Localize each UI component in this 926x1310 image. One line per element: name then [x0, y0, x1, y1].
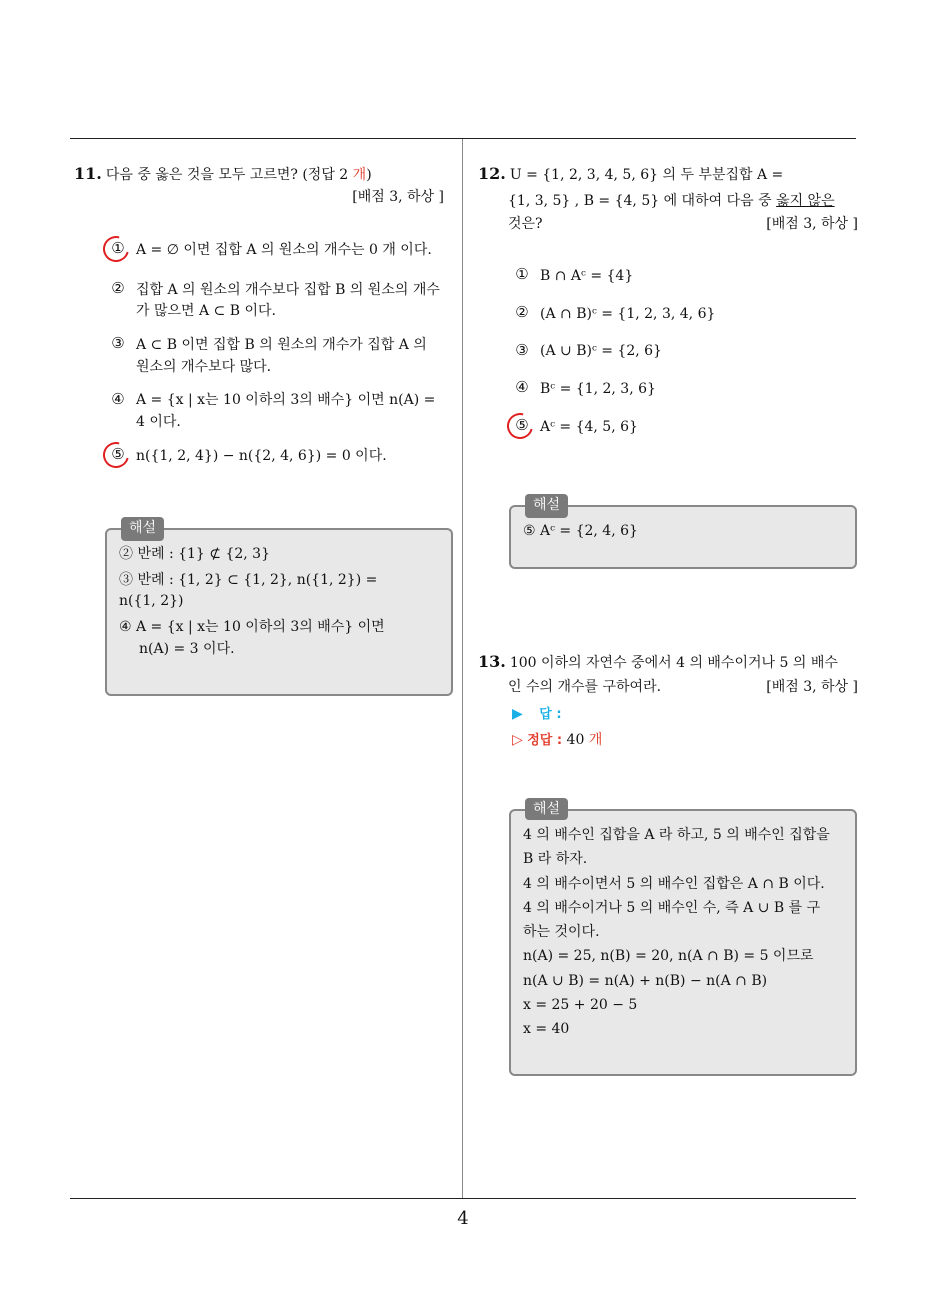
- explanation-box-11: [105, 520, 453, 696]
- explanation-tag: 해설: [525, 798, 568, 820]
- explanation-line: ④ A = {x | x는 10 이하의 3의 배수} 이면: [119, 619, 385, 636]
- explanation-tag: 해설: [121, 517, 164, 541]
- option-4: ④ Bᶜ = {1, 2, 3, 6}: [515, 378, 656, 398]
- option-label: ⑤: [111, 445, 125, 464]
- option-2: ② (A ∩ B)ᶜ = {1, 2, 3, 4, 6}: [515, 303, 716, 322]
- option-5: ⑤ Aᶜ = {4, 5, 6}: [512, 417, 852, 439]
- explanation-line: n(A) = 25, n(B) = 20, n(A ∩ B) = 5 이므로: [523, 948, 814, 965]
- correct-answer-line: [478, 730, 858, 752]
- column-divider: [462, 139, 463, 1199]
- selected-mark-icon: [98, 231, 134, 267]
- option-text: 집합 A 의 원소의 개수보다 집합 B 의 원소의 개수가 많으면 A ⊂ B 이다.: [136, 281, 440, 320]
- explanation-line: B 라 하자.: [523, 851, 588, 868]
- explanation-tag: 해설: [525, 494, 568, 518]
- question-11-stem: 11. 다음 중 옳은 것을 모두 고르면? (정답 2 개): [74, 164, 372, 183]
- explanation-line: n(A ∪ B) = n(A) + n(B) − n(A ∩ B): [523, 972, 768, 989]
- question-meta: [배점 3, 하상 ]: [352, 188, 444, 205]
- option-3: [108, 335, 444, 378]
- explanation-line: n(A) = 3 이다.: [139, 640, 235, 657]
- explanation-line: n({1, 2}): [119, 593, 184, 610]
- question-11-options: [108, 240, 444, 480]
- option-label: ②: [111, 279, 125, 298]
- bottom-rule: [70, 1198, 856, 1199]
- question-meta: [배점 3, 하상 ]: [766, 216, 858, 233]
- option-3: ③ (A ∪ B)ᶜ = {2, 6}: [515, 340, 662, 360]
- option-label: ③: [111, 334, 125, 353]
- question-number: 13.: [478, 652, 506, 671]
- question-12-options: [512, 266, 852, 450]
- explanation-line: x = 25 + 20 − 5: [523, 997, 638, 1014]
- option-text: n({1, 2, 4}) − n({2, 4, 6}) = 0 이다.: [136, 447, 387, 464]
- explanation-line: 4 의 배수이거나 5 의 배수인 수, 즉 A ∪ B 를 구: [523, 899, 821, 916]
- top-rule: [70, 138, 856, 139]
- explanation-line: ② 반례 : {1} ⊄ {2, 3}: [119, 546, 270, 562]
- emphasis-text: 옳지 않은: [776, 192, 835, 209]
- selected-mark-icon: [98, 437, 134, 473]
- explanation-line: 하는 것이다.: [523, 924, 600, 941]
- selected-mark-icon: [502, 408, 538, 444]
- explanation-line: x = 40: [523, 1021, 570, 1038]
- answer-arrow-icon: ▶: [512, 706, 523, 723]
- correct-unit: 개: [588, 732, 603, 749]
- option-4: [108, 390, 444, 433]
- correct-label: 정답 :: [527, 733, 563, 749]
- question-11: [74, 162, 444, 208]
- option-2: [108, 280, 444, 323]
- option-5: [108, 446, 444, 468]
- option-label: ④: [111, 389, 125, 408]
- option-label: ①: [111, 239, 125, 258]
- explanation-line: 4 의 배수이면서 5 의 배수인 집합은 A ∩ B 이다.: [523, 875, 825, 892]
- option-1: ① B ∩ Aᶜ = {4}: [515, 265, 634, 284]
- question-12-stem: 12. U = {1, 2, 3, 4, 5, 6} 의 두 부분집합 A =: [478, 164, 784, 183]
- question-13-stem: 13. 100 이하의 자연수 중에서 4 의 배수이거나 5 의 배수: [478, 652, 838, 671]
- explanation-line: 4 의 배수인 집합을 A 라 하고, 5 의 배수인 집합을: [523, 827, 830, 843]
- question-number: 11.: [74, 164, 102, 183]
- answer-line: [478, 704, 858, 726]
- explanation-box-13: [509, 801, 857, 1076]
- option-text: A ⊂ B 이면 집합 B 의 원소의 개수가 집합 A 의 원소의 개수보다 많다.: [136, 337, 427, 375]
- question-number: 12.: [478, 164, 506, 183]
- option-text: A = ∅ 이면 집합 A 의 원소의 개수는 0 개 이다.: [136, 242, 432, 258]
- correct-arrow-icon: ▷: [512, 732, 523, 749]
- question-13: 13. 100 이하의 자연수 중에서 4 의 배수이거나 5 의 배수 인 수의 개수를 구하여라. [배점 3, 하상 ] ▶ 답 : ▷ 정답 : 40 개: [478, 650, 858, 752]
- explanation-line: ⑤ Aᶜ = {2, 4, 6}: [523, 523, 638, 539]
- explanation-box-12: [509, 497, 857, 569]
- correct-value: 40: [566, 732, 585, 749]
- page-number: 4: [457, 1208, 469, 1229]
- option-text: A = {x | x는 10 이하의 3의 배수} 이면 n(A) = 4 이다.: [136, 392, 436, 431]
- question-meta: [배점 3, 하상 ]: [766, 678, 858, 695]
- answer-count-unit: 개: [352, 167, 367, 183]
- question-12: 12. U = {1, 2, 3, 4, 5, 6} 의 두 부분집합 A = {1, 3, 5} , B = {4, 5} 에 대하여 다음 중 옳지 않은 것은? [배점 3, 하상 ]: [478, 162, 858, 236]
- option-1: [108, 240, 444, 262]
- answer-label: 답 :: [539, 707, 562, 723]
- explanation-line: ③ 반례 : {1, 2} ⊂ {1, 2}, n({1, 2}) =: [119, 571, 378, 588]
